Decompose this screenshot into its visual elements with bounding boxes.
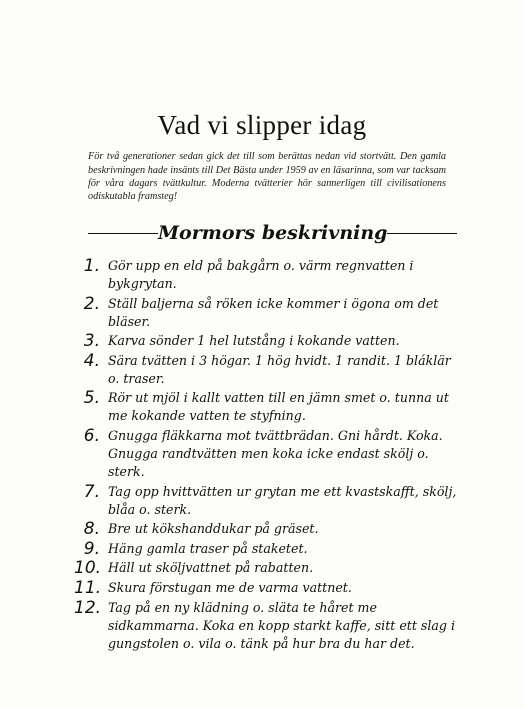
step-text: Karva sönder 1 hel lutstång i kokande vatten. <box>108 333 400 349</box>
step-item <box>74 540 464 558</box>
step-item <box>74 352 464 388</box>
step-number: 10. <box>74 558 102 579</box>
step-text: Gör upp en eld på bakgårn o. värm regnvatten i bykgrytan. <box>108 258 414 291</box>
right-divider <box>387 233 457 234</box>
page-title: Vad vi slipper idag <box>157 110 367 141</box>
left-divider <box>88 233 158 234</box>
step-item <box>74 579 464 597</box>
step-text: Bre ut kökshanddukar på gräset. <box>108 521 319 537</box>
step-item <box>74 599 464 653</box>
subheading-row <box>88 220 440 246</box>
step-item <box>74 427 464 481</box>
step-text: Häng gamla traser på staketet. <box>108 540 308 556</box>
step-item <box>74 483 464 519</box>
step-text: Tag opp hvittvätten ur grytan me ett kvastskafft, skölj, blåa o. sterk. <box>108 483 457 517</box>
step-number: 5. <box>83 388 100 409</box>
step-number: 12. <box>74 597 102 618</box>
step-item <box>74 332 464 350</box>
step-item <box>74 520 464 538</box>
step-text: Sära tvätten i 3 högar. 1 hög hvidt. 1 randit. 1 bláklär o. traser. <box>108 352 451 386</box>
step-number: 9. <box>83 538 100 559</box>
step-number: 1. <box>83 256 100 276</box>
step-text: Rör ut mjöl i kallt vatten till en jämn smet o. tunna ut me kokande vatten te styfning. <box>108 390 449 424</box>
step-item <box>74 389 464 425</box>
step-text: Skura förstugan me de varma vattnet. <box>108 579 352 595</box>
step-item <box>74 257 464 293</box>
step-text: Häll ut sköljvattnet på rabatten. <box>108 560 314 576</box>
step-number: 4. <box>83 350 100 371</box>
step-item <box>74 295 464 331</box>
step-number: 11. <box>74 577 102 598</box>
step-number: 8. <box>83 519 100 540</box>
subheading: Mormors beskrivning <box>158 222 388 244</box>
step-number: 3. <box>83 331 100 352</box>
intro-paragraph: För två generationer sedan gick det till som berättas nedan vid stortvätt. Den gamla beskrivningen hade insänts till Det Bästa under 1959 av en läsarinna, som var tacksam för våra dagars tvättkultur. Moderna tvätterier hör sannerligen till civilisationens odiskutabla framsteg! <box>88 151 446 203</box>
step-text: Gnugga fläkkarna mot tvättbrädan. Gni hårdt. Koka. Gnugga randtvätten men koka icke endast skölj o. sterk. <box>108 427 443 479</box>
step-number: 2. <box>83 293 100 314</box>
step-text: Ställ baljerna så röken icke kommer i ögona om det bläser. <box>108 295 439 329</box>
step-text: Tag på en ny klädning o. släta te håret me sidkammarna. Koka en kopp starkt kaffe, sitt ett slag i gungstolen o. vila o. tänk på hur bra du har det. <box>108 599 455 651</box>
step-number: 7. <box>83 481 100 502</box>
step-number: 6. <box>83 425 100 446</box>
steps-list <box>74 257 464 654</box>
step-item <box>74 559 464 577</box>
